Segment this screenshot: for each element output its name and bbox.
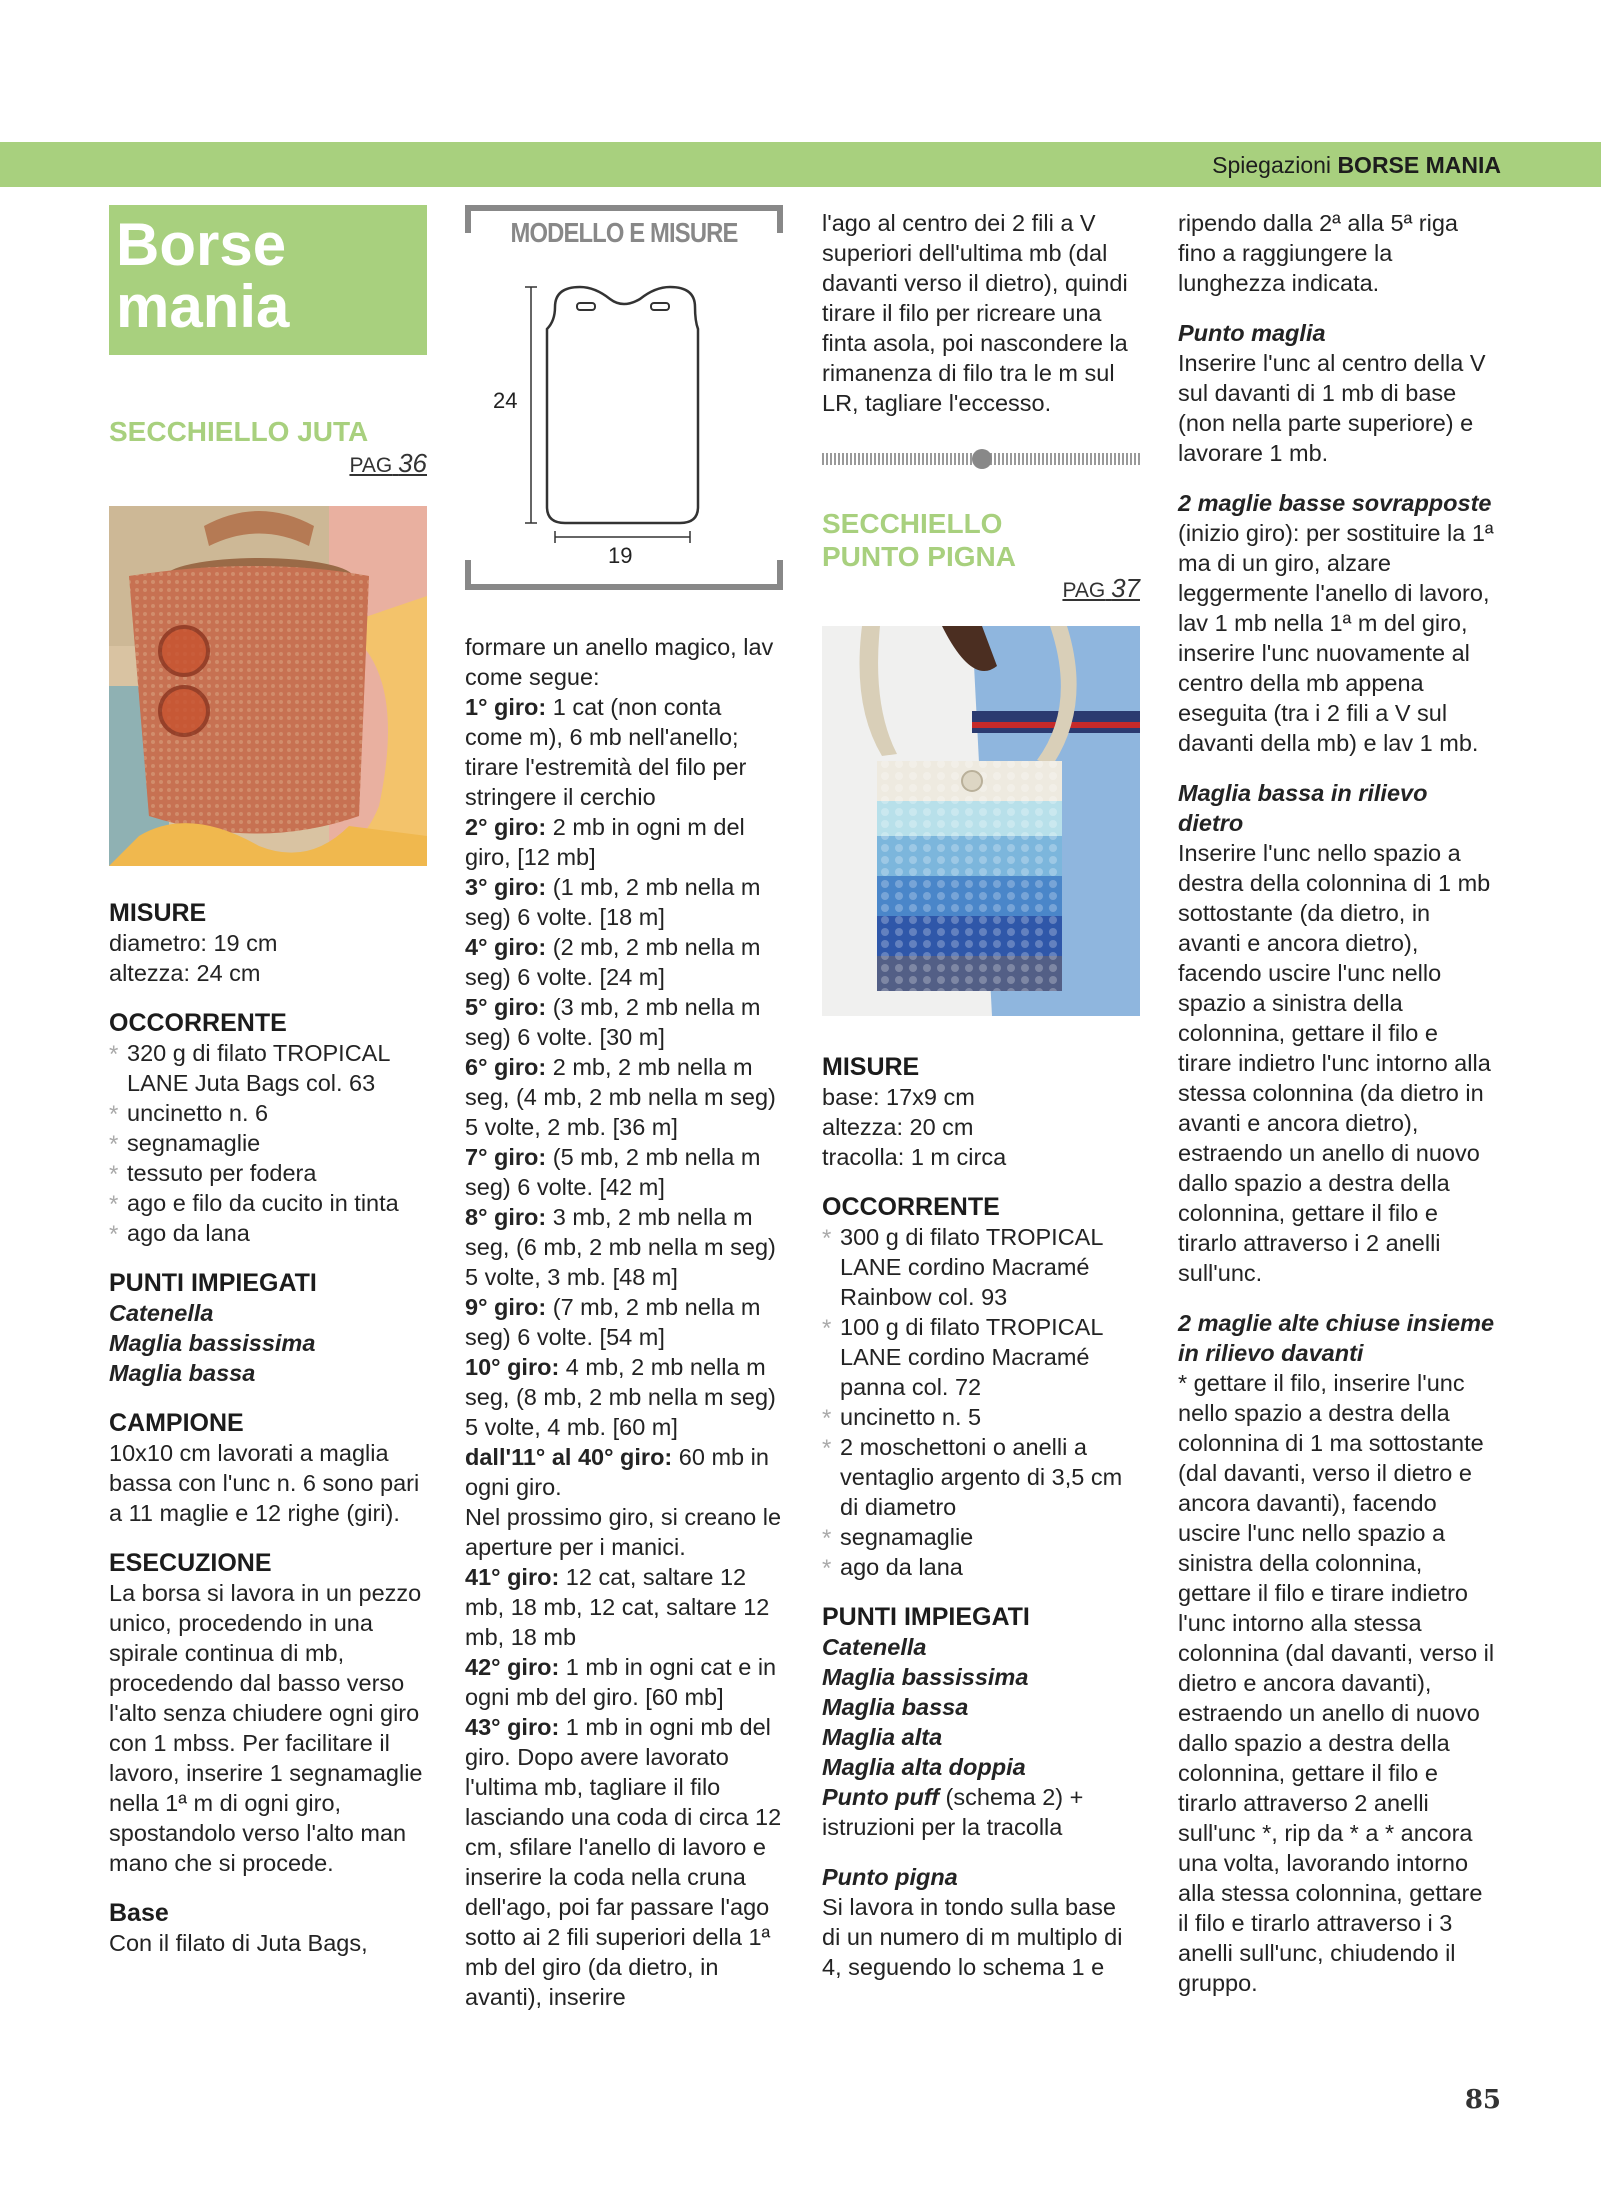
list-item: * segnamaglie: [822, 1522, 1140, 1552]
note-text: Nel prossimo giro, si creano le aperture per i manici.: [465, 1504, 782, 1560]
stitch-note: (schema 2) + istruzioni per la tracolla: [822, 1784, 1084, 1840]
row-instruction: [465, 992, 783, 1052]
row-instruction: [465, 1652, 783, 1712]
row-label: 6° giro:: [465, 1054, 547, 1080]
subtitle-punto-pigna: PUNTO PIGNA: [822, 541, 1016, 572]
row-text: (7 mb, 2 mb nella m seg) 6 volte. [54 m]: [465, 1294, 761, 1350]
row-label: dall'11° al 40° giro:: [465, 1444, 673, 1470]
list-item: * segnamaglie: [109, 1128, 427, 1158]
row-instruction: [465, 1352, 783, 1442]
pine-bag-illustration: [822, 626, 1140, 1016]
row-label: 2° giro:: [465, 814, 547, 840]
misure-line: diametro: 19 cm: [109, 930, 278, 956]
row-text: 60 mb in ogni giro.: [465, 1444, 769, 1500]
photo-jute-bag: [109, 506, 427, 866]
list-item: * tessuto per fodera: [109, 1158, 427, 1188]
column-4: [1178, 208, 1496, 1998]
punto-maglia-heading: Punto maglia: [1178, 320, 1326, 346]
pag-number: 36: [398, 448, 427, 478]
misure-line: tracolla: 1 m circa: [822, 1144, 1007, 1170]
row-text: 1 cat (non conta come m), 6 mb nell'anello; tirare l'estremità del filo per stringere il cerchio: [465, 694, 747, 810]
base-heading: Base: [109, 1899, 169, 1927]
row-text: 3 mb, 2 mb nella m seg, (6 mb, 2 mb nella m seg) 5 volte, 3 mb. [48 m]: [465, 1204, 776, 1290]
misure-line: base: 17x9 cm: [822, 1084, 975, 1110]
row-instruction: [465, 1052, 783, 1142]
stitch-name: 2 maglie basse sovrapposte: [1178, 490, 1492, 516]
measurement-diagram: [465, 205, 783, 595]
row-text: 1 mb in ogni mb del giro. Dopo avere lavorato l'ultima mb, tagliare il filo lasciando una coda di circa 12 cm, sfilare l'anello di lavoro e inserire la coda nella cruna dell'ago, poi far passare l'ago sotto ai 2 fili superiori della 1ª mb del giro (da dietro, in avanti), inserire: [465, 1714, 782, 2010]
header-title: BORSE MANIA: [1337, 152, 1501, 178]
list-item: * uncinetto n. 6: [109, 1098, 427, 1128]
row-label: 5° giro:: [465, 994, 547, 1020]
column-3: [822, 208, 1140, 418]
row-instruction: [465, 932, 783, 992]
row-text: (2 mb, 2 mb nella m seg) 6 volte. [24 m]: [465, 934, 761, 990]
page-reference: [109, 448, 427, 481]
page-number: 85: [1464, 2085, 1501, 2115]
list-item: * ago da lana: [109, 1218, 427, 1248]
punto-maglia-text: Inserire l'unc al centro della V sul davanti di 1 mb di base (non nella parte superiore) e lavorare 1 mb.: [1178, 350, 1486, 466]
occorrente-heading: OCCORRENTE: [109, 1009, 287, 1037]
row-text: (5 mb, 2 mb nella m seg) 6 volte. [42 m]: [465, 1144, 761, 1200]
continued-text: ripendo dalla 2ª alla 5ª riga fino a raggiungere la lunghezza indicata.: [1178, 210, 1458, 296]
misure-heading: MISURE: [109, 899, 207, 927]
subtitle-secchiello-juta: SECCHIELLO JUTA: [109, 416, 369, 447]
punto-pigna-heading: Punto pigna: [822, 1864, 958, 1890]
intro-text: formare un anello magico, lav come segue:: [465, 634, 774, 690]
section-divider: [822, 448, 1140, 470]
row-instruction: [465, 1712, 783, 2012]
row-text: (3 mb, 2 mb nella m seg) 6 volte. [30 m]: [465, 994, 761, 1050]
subtitle-secchiello: SECCHIELLO: [822, 508, 1003, 539]
row-label: 9° giro:: [465, 1294, 547, 1320]
stitch-name: Punto puff: [822, 1784, 940, 1810]
stitch-name: Maglia alta doppia: [822, 1754, 1026, 1780]
row-instruction: [465, 812, 783, 872]
row-text: 12 cat, saltare 12 mb, 18 mb, 12 cat, saltare 12 mb, 18 mb: [465, 1564, 770, 1650]
stitch-name: Catenella: [822, 1634, 927, 1660]
page-reference: [822, 573, 1140, 606]
pag-label: PAG: [1062, 579, 1106, 602]
campione-heading: CAMPIONE: [109, 1409, 244, 1437]
divider-dots: [822, 448, 1140, 470]
row-instruction: [465, 1142, 783, 1202]
header-section: Spiegazioni: [1212, 152, 1332, 178]
list-item: * 300 g di filato TROPICAL LANE cordino Macramé Rainbow col. 93: [822, 1222, 1140, 1312]
base-text: Con il filato di Juta Bags,: [109, 1930, 368, 1956]
row-text: 2 mb, 2 mb nella m seg, (4 mb, 2 mb nella m seg) 5 volte, 2 mb. [36 m]: [465, 1054, 776, 1140]
row-text: 2 mb in ogni m del giro, [12 mb]: [465, 814, 745, 870]
column-1: [109, 415, 427, 481]
photo-pine-bag: [822, 626, 1140, 1016]
column-3-section: [822, 507, 1140, 606]
column-2: [465, 632, 783, 2012]
pag-label: PAG: [349, 454, 393, 477]
row-label: 8° giro:: [465, 1204, 547, 1230]
ma-rilievo-heading: 2 maglie alte chiuse insieme in rilievo davanti: [1178, 1310, 1495, 1366]
stitch-text: (inizio giro): per sostituire la 1ª ma di un giro, alzare leggermente l'anello di lavoro, lav 1 mb nella 1ª m del giro, inserire l'unc nuovamente al centro della mb appena eseguita (tra i 2 fili a V sul davanti della mb) e lav 1 mb.: [1178, 520, 1494, 756]
column-3-body: [822, 1052, 1140, 1982]
campione-text: 10x10 cm lavorati a maglia bassa con l'unc n. 6 sono pari a 11 maglie e 12 righe (giri).: [109, 1440, 420, 1526]
page-title-line1: Borse: [116, 211, 287, 278]
punti-heading: PUNTI IMPIEGATI: [822, 1603, 1030, 1631]
row-instruction: [465, 1292, 783, 1352]
jute-bag-illustration: [109, 506, 427, 866]
row-label: 7° giro:: [465, 1144, 547, 1170]
list-item: * ago da lana: [822, 1552, 1140, 1582]
continued-text: l'ago al centro dei 2 fili a V superiori dell'ultima mb (dal davanti verso il dietro), quindi tirare il filo per ricreare una finta asola, poi nascondere la rimanenza di filo tra le m sul LR, tagliare l'eccesso.: [822, 210, 1128, 416]
stitch-puff: [822, 1782, 1140, 1842]
ma-rilievo-text: * gettare il filo, inserire l'unc nello spazio a destra della colonnina di 1 ma sottostante (dal davanti, verso il dietro e ancora davanti), facendo uscire l'unc nello spazio a sinistra della colonnina, gettare il filo e tirare indietro l'unc intorno alla stessa colonnina (dal davanti, verso il dietro e ancora davanti), estraendo un anello di nuovo dallo spazio a destra della colonnina, gettare il filo e tirarlo attraverso 2 anelli sull'unc *, rip da * a * ancora una volta, lavorando intorno alla stessa colonnina, gettare il filo e tirarlo attraverso i 3 anelli sull'unc, chiudendo il gruppo.: [1178, 1370, 1495, 1996]
list-item: * 100 g di filato TROPICAL LANE cordino Macramé panna col. 72: [822, 1312, 1140, 1402]
row-label: 42° giro:: [465, 1654, 560, 1680]
height-label: 24: [493, 388, 518, 413]
mb-sovrapposte: [1178, 488, 1496, 758]
page-title: [116, 211, 290, 340]
row-label: 1° giro:: [465, 694, 547, 720]
misure-line: altezza: 20 cm: [822, 1114, 974, 1140]
row-label: 3° giro:: [465, 874, 547, 900]
row-instruction: [465, 1442, 783, 1502]
esecuzione-heading: ESECUZIONE: [109, 1549, 272, 1577]
row-instruction: [465, 692, 783, 812]
stitch-name: Catenella: [109, 1300, 214, 1326]
mb-rilievo-heading: Maglia bassa in rilievo dietro: [1178, 780, 1428, 836]
row-instruction: [465, 872, 783, 932]
stitch-name: Maglia bassa: [109, 1360, 256, 1386]
column-1-body: [109, 898, 427, 1958]
row-instruction: [465, 1562, 783, 1652]
row-label: 4° giro:: [465, 934, 547, 960]
row-label: 41° giro:: [465, 1564, 560, 1590]
list-item: * 2 moschettoni o anelli a ventaglio argento di 3,5 cm di diametro: [822, 1432, 1140, 1522]
width-label: 19: [608, 543, 633, 568]
list-item: * 320 g di filato TROPICAL LANE Juta Bags col. 63: [109, 1038, 427, 1098]
page-title-line2: mania: [116, 273, 290, 340]
row-label: 43° giro:: [465, 1714, 560, 1740]
stitch-name: Maglia alta: [822, 1724, 943, 1750]
misure-heading: MISURE: [822, 1053, 920, 1081]
list-item: * uncinetto n. 5: [822, 1402, 1140, 1432]
pag-number: 37: [1111, 573, 1140, 603]
row-instruction: [465, 1202, 783, 1292]
row-text: 1 mb in ogni cat e in ogni mb del giro. [60 mb]: [465, 1654, 777, 1710]
diagram-title: MODELLO E MISURE: [510, 217, 738, 248]
stitch-name: Maglia bassa: [822, 1694, 969, 1720]
punto-pigna-text: Si lavora in tondo sulla base di un numero di m multiplo di 4, seguendo lo schema 1 e: [822, 1894, 1123, 1980]
row-text: (1 mb, 2 mb nella m seg) 6 volte. [18 m]: [465, 874, 761, 930]
list-item: * ago e filo da cucito in tinta: [109, 1188, 427, 1218]
stitch-name: Maglia bassissima: [109, 1330, 316, 1356]
row-text: 4 mb, 2 mb nella m seg, (8 mb, 2 mb nella m seg) 5 volte, 4 mb. [60 m]: [465, 1354, 776, 1440]
mb-rilievo-text: Inserire l'unc nello spazio a destra della colonnina di 1 mb sottostante (da dietro, in avanti e ancora dietro), facendo uscire l'unc nello spazio a sinistra della colonnina, gettare il filo e tirare indietro l'unc intorno alla stessa colonnina (da dietro in avanti e ancora dietro), estraendo un anello di nuovo dallo spazio a destra della colonnina, gettare il filo e tirarlo attraverso i 2 anelli sull'unc.: [1178, 840, 1491, 1286]
stitch-name: Maglia bassissima: [822, 1664, 1029, 1690]
running-header: [1212, 152, 1501, 179]
punti-heading: PUNTI IMPIEGATI: [109, 1269, 317, 1297]
occorrente-heading: OCCORRENTE: [822, 1193, 1000, 1221]
esecuzione-text: La borsa si lavora in un pezzo unico, procedendo in una spirale continua di mb, procedendo dal basso verso l'alto senza chiudere ogni giro con 1 mbss. Per facilitare il lavoro, inserire 1 segnamaglie nella 1ª m di ogni giro, spostandolo verso l'alto man mano che si procede.: [109, 1580, 423, 1876]
row-label: 10° giro:: [465, 1354, 560, 1380]
misure-line: altezza: 24 cm: [109, 960, 261, 986]
